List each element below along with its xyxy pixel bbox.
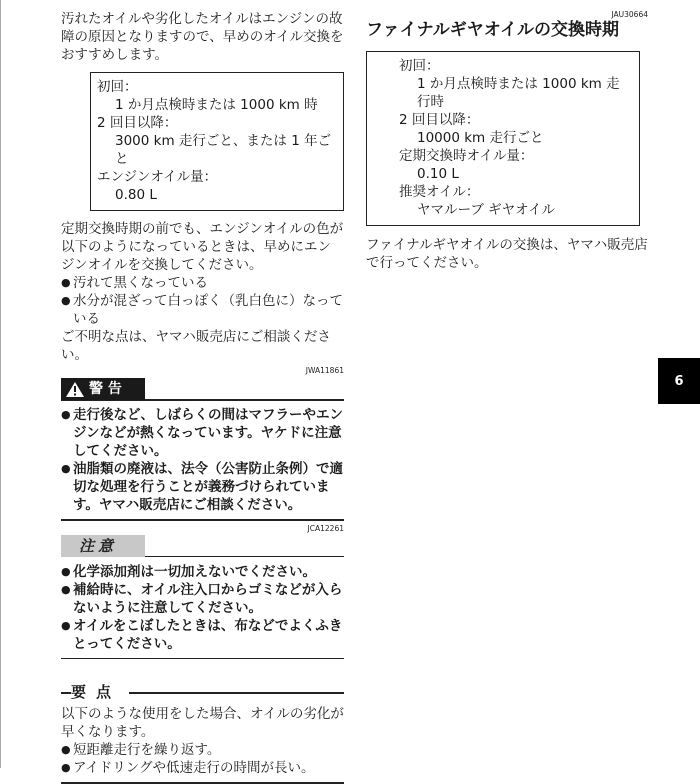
warning-end-rule — [61, 519, 344, 521]
gear-oil-paragraph: ファイナルギヤオイルの交換は、ヤマハ販売店で行ってください。 — [366, 237, 648, 271]
point-list — [61, 741, 344, 777]
warning-list — [61, 406, 344, 514]
box-line: 初回： — [97, 79, 138, 95]
point-header — [61, 681, 344, 703]
list-item: ● 補給時に、オイル注入口からゴミなどが入らないように注意してください。 — [61, 581, 344, 617]
warning-label-text: 警 告 — [89, 381, 122, 397]
caution-list — [61, 563, 344, 653]
chapter-tab: 6 — [658, 358, 700, 404]
box-line: 定期交換時オイル量： — [399, 148, 534, 164]
left-column — [61, 10, 344, 784]
list-item: ● 短距離走行を繰り返す。 — [61, 741, 344, 759]
point-paragraph: 以下のような使用をした場合、オイルの劣化が早くなります。 — [61, 706, 344, 740]
box-line: 1 か月点検時または 1000 km 時 — [115, 97, 318, 113]
warning-label — [61, 378, 145, 400]
warning-triangle-icon — [65, 381, 85, 398]
box-line: 初回： — [399, 58, 440, 74]
list-item: ● 走行後など、しばらくの間はマフラーやエンジンなどが熱くなっています。ヤケドに注意してください。 — [61, 406, 344, 460]
caution-header — [61, 535, 344, 557]
box-line: 0.10 L — [417, 166, 459, 182]
box-line: ヤマルーブ ギヤオイル — [417, 202, 555, 218]
right-column — [366, 10, 656, 272]
list-item: ● 水分が混ざって白っぽく（乳白色に）なっている — [61, 292, 344, 328]
list-item: ● 化学添加剤は一切加えないでください。 — [61, 563, 344, 581]
box-line: 2 回目以降： — [97, 115, 178, 131]
oil-color-paragraph: 定期交換時期の前でも、エンジンオイルの色が以下のようになっているときは、早めにエンジンオイルを交換してください。 — [61, 221, 344, 273]
box-line: 3000 km 走行ごと、または 1 年ごと — [115, 133, 332, 167]
box-line: 0.80 L — [115, 187, 157, 203]
box-line: 1 か月点検時または 1000 km 走行時 — [417, 76, 620, 110]
list-item: ● 油脂類の廃液は、法令（公害防止条例）で適切な処理を行うことが義務づけられています。ヤマハ販売店にご相談ください。 — [61, 460, 344, 514]
warning-header — [61, 378, 344, 400]
point-label: 要点 — [71, 681, 129, 703]
caution-label: 注意 — [61, 535, 145, 557]
oil-color-list — [61, 274, 344, 328]
box-line: 推奨オイル： — [399, 184, 480, 200]
caution-end-rule — [61, 658, 344, 660]
page-edge — [0, 0, 1, 768]
intro-paragraph: 汚れたオイルや劣化したオイルはエンジンの故障の原因となりますので、早めのオイル交換をおすすめします。 — [61, 11, 344, 63]
caution-code: JCA12261 — [307, 523, 344, 533]
consult-paragraph: ご不明な点は、ヤマハ販売店にご相談ください。 — [61, 329, 331, 363]
section-title: ファイナルギヤオイルの交換時期 — [366, 20, 619, 40]
list-item: ● オイルをこぼしたときは、布などでよくふきとってください。 — [61, 617, 344, 653]
box-line: 10000 km 走行ごと — [417, 130, 544, 146]
section-code: JAU30664 — [611, 10, 648, 19]
list-item: ● 汚れて黒くなっている — [61, 274, 344, 292]
box-line: 2 回目以降： — [399, 112, 480, 128]
warning-code: JWA11861 — [305, 366, 344, 375]
engine-oil-interval-box — [90, 72, 344, 211]
box-line: エンジンオイル量： — [97, 169, 218, 185]
point-end-rule — [61, 782, 344, 784]
gear-oil-interval-box — [366, 51, 640, 226]
list-item: ● アイドリングや低速走行の時間が長い。 — [61, 759, 344, 777]
